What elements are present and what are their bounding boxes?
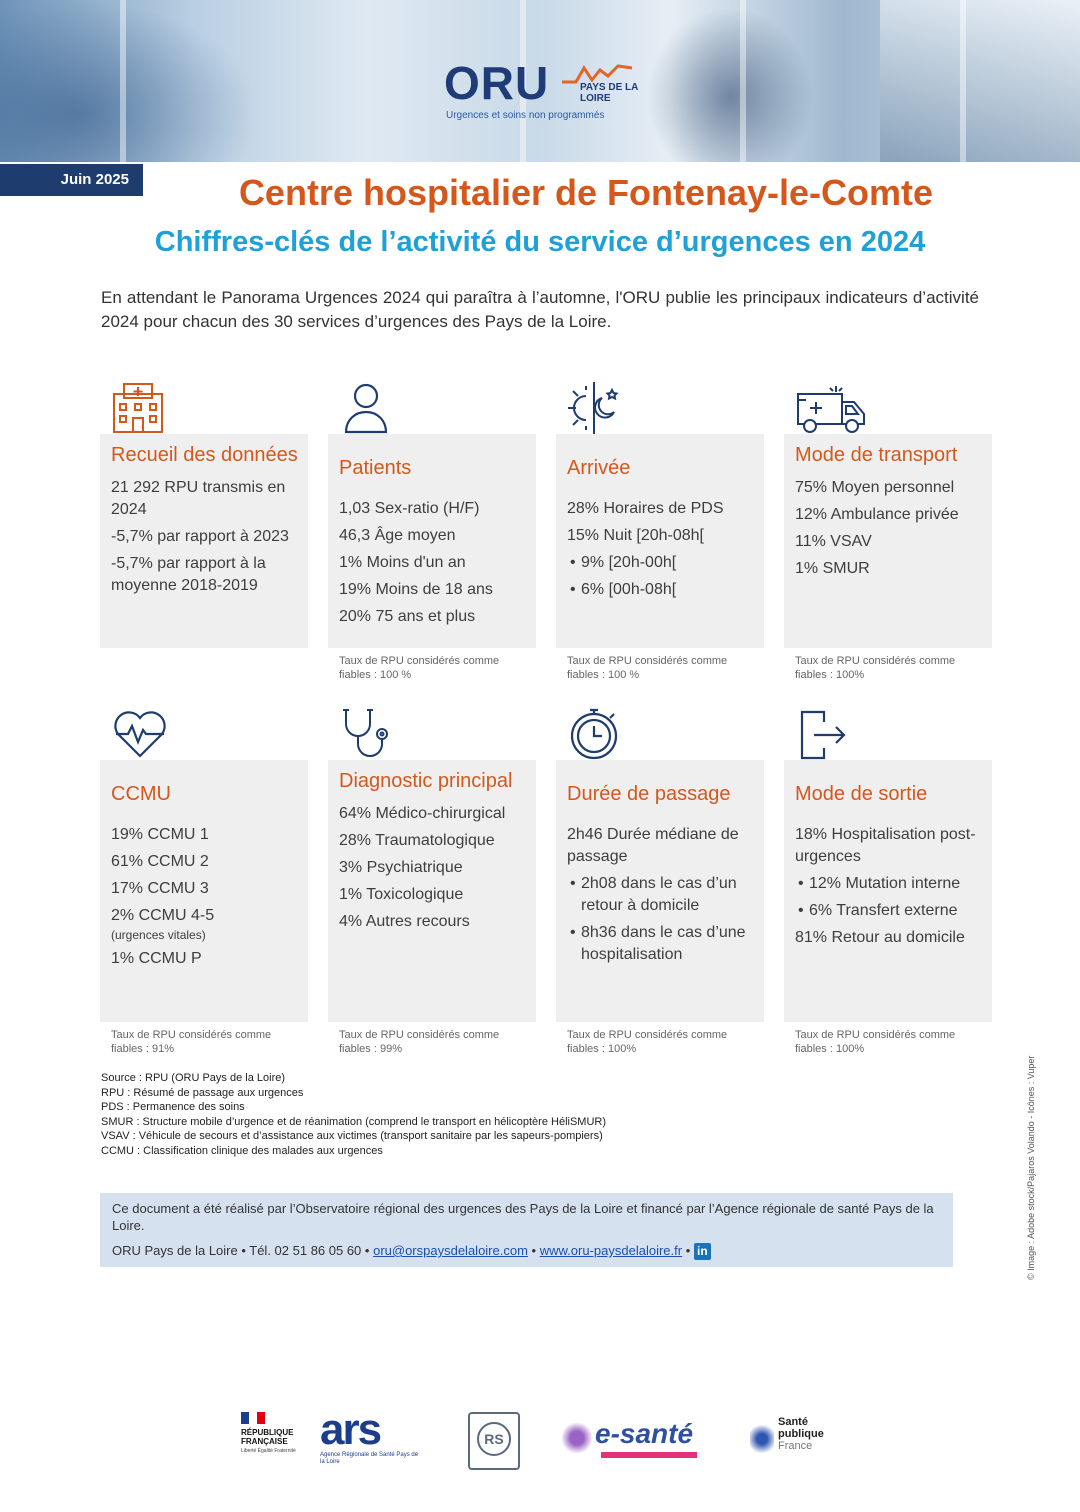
sp-country: France bbox=[778, 1440, 813, 1452]
ars-wordmark: ars bbox=[320, 1405, 381, 1454]
sp-title bbox=[778, 1416, 838, 1452]
separator: • bbox=[531, 1243, 537, 1258]
exit-icon bbox=[794, 706, 850, 762]
stat-line: -5,7% par rapport à 2023 bbox=[111, 528, 289, 545]
stat-line: 2h46 Durée médiane de passage bbox=[567, 826, 739, 865]
stat-line: 1% Moins d'un an bbox=[339, 554, 466, 571]
logo-text: ORU bbox=[444, 57, 550, 109]
reliability-note: Taux de RPU considérés comme fiables : 100% bbox=[795, 655, 956, 681]
ars-subtitle: Agence Régionale de Santé Pays de la Loire bbox=[320, 1452, 419, 1465]
stat-bullet: • 8h36 dans le cas d’une hospitalisation bbox=[567, 922, 754, 966]
rf-motto: Liberté Égalité Fraternité bbox=[241, 1448, 296, 1454]
stat-line: 1% SMUR bbox=[795, 560, 870, 577]
footer-org: ORU Pays de la Loire • Tél. 02 51 86 05 60 • bbox=[112, 1243, 370, 1258]
card-title: Arrivée bbox=[567, 457, 631, 479]
footer-contact bbox=[112, 1242, 941, 1260]
date-badge: Juin 2025 bbox=[0, 164, 143, 196]
stat-line: 28% Traumatologique bbox=[339, 832, 495, 849]
stat-line: -5,7% par rapport à la moyenne 2018-2019 bbox=[111, 555, 266, 594]
card-title: CCMU bbox=[111, 783, 171, 805]
ars-logo bbox=[320, 1405, 420, 1468]
partner-logos bbox=[0, 1405, 1080, 1472]
stat-line: 15% Nuit [20h-08h[ bbox=[567, 527, 704, 544]
page-title: Centre hospitalier de Fontenay-le-Comte bbox=[238, 172, 934, 213]
card-title: Durée de passage bbox=[567, 783, 731, 805]
glossary bbox=[101, 1071, 821, 1158]
heartbeat-icon bbox=[110, 706, 166, 762]
glossary-item: SMUR : Structure mobile d’urgence et de réanimation (comprend le transport en hélicoptère HéliSMUR) bbox=[101, 1115, 607, 1128]
regional-rs-logo bbox=[468, 1412, 520, 1470]
esante-dots-icon bbox=[561, 1422, 593, 1454]
card-box bbox=[556, 434, 764, 648]
card-box bbox=[100, 760, 308, 1022]
glossary-item: Source : RPU (ORU Pays de la Loire) bbox=[101, 1072, 286, 1084]
glossary-item: CCMU : Classification clinique des malades aux urgences bbox=[101, 1144, 383, 1157]
republique-francaise-logo bbox=[241, 1412, 303, 1470]
stopwatch-icon bbox=[566, 706, 622, 762]
stat-bullet: • 6% [00h-08h[ bbox=[567, 579, 754, 601]
stat-bullet: • 2h08 dans le cas d’un retour à domicile bbox=[567, 873, 754, 917]
reliability-note: Taux de RPU considérés comme fiables : 91% bbox=[111, 1029, 272, 1055]
stat-line: 75% Moyen personnel bbox=[795, 479, 955, 496]
rs-mark: RS bbox=[477, 1422, 511, 1456]
stat-bullet: • 12% Mutation interne bbox=[795, 873, 982, 895]
rf-title: RÉPUBLIQUE FRANÇAISE bbox=[241, 1428, 294, 1446]
card-box bbox=[784, 434, 992, 648]
card-box bbox=[784, 760, 992, 1022]
stat-line: 11% VSAV bbox=[795, 533, 872, 550]
stat-line: 20% 75 ans et plus bbox=[339, 608, 476, 625]
credit-text: © Image : Adobe stock/Pajaros Volando - Icônes : Vuper bbox=[1026, 1055, 1036, 1280]
reliability-note: Taux de RPU considérés comme fiables : 100 % bbox=[567, 655, 728, 681]
stat-line: 3% Psychiatrique bbox=[339, 859, 463, 876]
stat-bullet: • 9% [20h-00h[ bbox=[567, 552, 754, 574]
card-title: Recueil des données bbox=[111, 444, 298, 466]
banner-shading bbox=[640, 0, 820, 162]
glossary-item: VSAV : Véhicule de secours et d’assistance aux victimes (transport sanitaire par les sapeurs-pompiers) bbox=[101, 1130, 603, 1142]
card-title: Mode de sortie bbox=[795, 783, 928, 805]
banner-shading bbox=[880, 0, 1080, 162]
stat-line: 17% CCMU 3 bbox=[111, 880, 209, 897]
logo-tagline: Urgences et soins non programmés bbox=[446, 110, 605, 121]
stat-line: 64% Médico-chirurgical bbox=[339, 805, 506, 822]
stat-line: 2% CCMU 4-5 bbox=[111, 907, 215, 924]
stat-line: 28% Horaires de PDS bbox=[567, 500, 724, 517]
reliability-note: Taux de RPU considérés comme fiables : 100% bbox=[567, 1029, 728, 1055]
card-box bbox=[100, 434, 308, 648]
stat-line: 1% Toxicologique bbox=[339, 886, 464, 903]
stat-line: 21 292 RPU transmis en 2024 bbox=[111, 479, 286, 518]
stat-line: 1,03 Sex-ratio (H/F) bbox=[339, 500, 480, 517]
banner-stripe bbox=[120, 0, 126, 162]
intro-paragraph: En attendant le Panorama Urgences 2024 qui paraîtra à l’automne, l'ORU publie les principaux indicateurs d’activité 2024 pour chacun des 30 services d’urgences des Pays de la Loire. bbox=[101, 288, 979, 331]
esante-logo bbox=[561, 1418, 705, 1462]
reliability-note: Taux de RPU considérés comme fiables : 100 % bbox=[339, 655, 500, 681]
linkedin-icon[interactable]: in bbox=[694, 1243, 711, 1260]
sante-publique-dots-icon bbox=[750, 1422, 774, 1456]
separator: • bbox=[685, 1243, 691, 1258]
page-subtitle: Chiffres-clés de l’activité du service d’urgences en 2024 bbox=[154, 226, 926, 258]
footer-text: Ce document a été réalisé par l’Observatoire régional des urgences des Pays de la Loire et financé par l’Agence régionale de santé Pays de la Loire. bbox=[112, 1201, 934, 1233]
card-box bbox=[328, 434, 536, 648]
card-box bbox=[556, 760, 764, 1022]
french-flag-icon bbox=[241, 1412, 265, 1424]
stat-line: 12% Ambulance privée bbox=[795, 506, 959, 523]
stat-line: 18% Hospitalisation post-urgences bbox=[795, 826, 976, 865]
footer-box bbox=[100, 1193, 953, 1267]
reliability-note: Taux de RPU considérés comme fiables : 100% bbox=[795, 1029, 956, 1055]
banner-stripe bbox=[960, 0, 966, 162]
email-link[interactable]: oru@orspaysdelaloire.com bbox=[373, 1243, 528, 1258]
stat-line: 81% Retour au domicile bbox=[795, 929, 965, 946]
logo-region: PAYS DE LA LOIRE bbox=[580, 82, 638, 104]
reliability-note: Taux de RPU considérés comme fiables : 99% bbox=[339, 1029, 500, 1055]
glossary-item: PDS : Permanence des soins bbox=[101, 1101, 245, 1113]
header-banner bbox=[0, 0, 1080, 162]
glossary-item: RPU : Résumé de passage aux urgences bbox=[101, 1086, 304, 1099]
sante-publique-logo bbox=[750, 1414, 840, 1466]
banner-stripe bbox=[740, 0, 746, 162]
website-link[interactable]: www.oru-paysdelaloire.fr bbox=[539, 1243, 683, 1258]
image-credit bbox=[1026, 1000, 1038, 1280]
esante-wordmark: e-santé bbox=[595, 1418, 694, 1449]
stat-line: 1% CCMU P bbox=[111, 950, 202, 967]
ambulance-icon bbox=[794, 380, 868, 436]
stat-line: 4% Autres recours bbox=[339, 913, 470, 930]
esante-underline bbox=[601, 1452, 697, 1458]
stat-line: 46,3 Âge moyen bbox=[339, 527, 456, 544]
sp-title-text: Santé publique bbox=[778, 1416, 824, 1440]
person-icon bbox=[338, 380, 394, 436]
banner-shading bbox=[0, 0, 260, 162]
stat-line: 19% CCMU 1 bbox=[111, 826, 209, 843]
day-night-icon bbox=[566, 380, 622, 436]
stat-bullet: • 6% Transfert externe bbox=[795, 900, 982, 922]
stat-line: 61% CCMU 2 bbox=[111, 853, 209, 870]
stat-line: 19% Moins de 18 ans bbox=[339, 581, 493, 598]
card-title: Patients bbox=[339, 457, 412, 479]
oru-logo bbox=[444, 58, 644, 128]
hospital-icon bbox=[110, 380, 166, 436]
card-box bbox=[328, 760, 536, 1022]
card-title: Diagnostic principal bbox=[339, 770, 513, 792]
card-title: Mode de transport bbox=[795, 444, 958, 466]
stat-caption: (urgences vitales) bbox=[111, 928, 206, 942]
stethoscope-icon bbox=[338, 706, 394, 762]
